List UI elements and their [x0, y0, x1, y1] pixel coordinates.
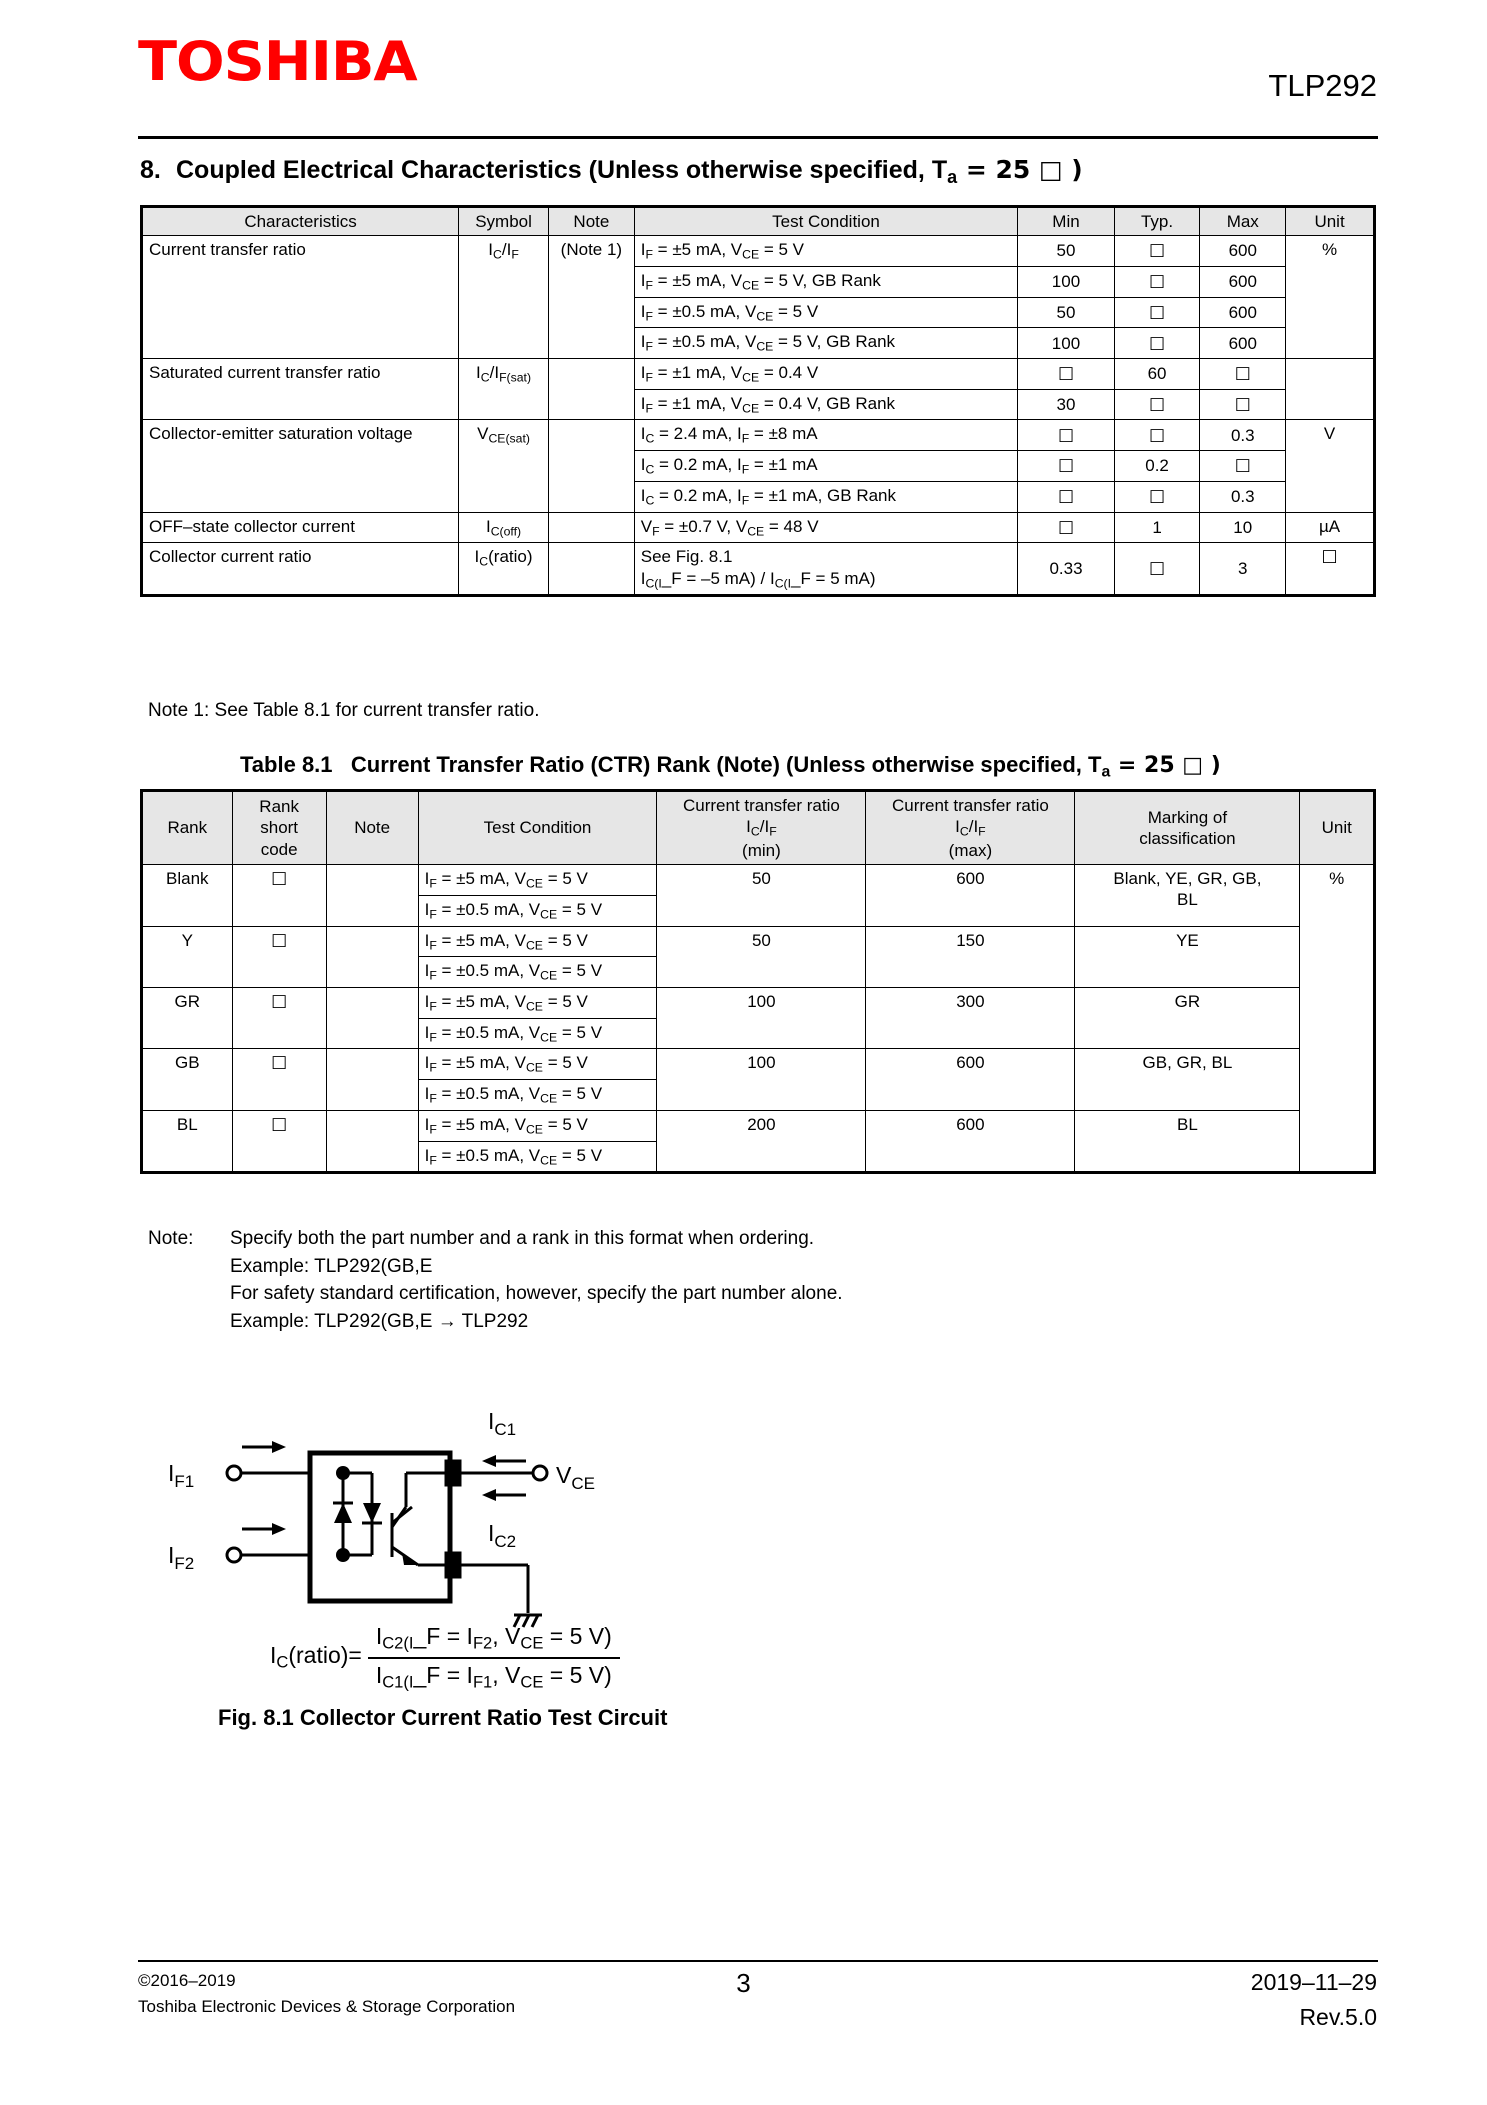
note-line: For safety standard certification, however, specify the part number alone.	[230, 1283, 843, 1305]
label-if1: $I_{F1}$	[168, 1460, 195, 1491]
cell-characteristic: Collector-emitter saturation voltage	[143, 420, 459, 512]
table-row	[143, 236, 1374, 267]
cell-unit: %	[1300, 865, 1374, 1172]
cell-rank-short-code: □	[232, 1110, 326, 1171]
table-row	[143, 926, 1374, 957]
cell-test-condition: $I_F = \pm 5$ mA, $V_{CE} = 5$ V	[418, 988, 657, 1019]
cell-min: □	[1018, 359, 1114, 390]
cell-min: □	[1018, 420, 1114, 451]
cell-min: 100	[1018, 328, 1114, 359]
cell-characteristic: OFF–state collector current	[143, 512, 459, 543]
cell-rank: Blank	[143, 865, 233, 926]
cell-unit: %	[1286, 236, 1374, 359]
footer-right	[1251, 1965, 1377, 2034]
footer-divider	[138, 1960, 1378, 1962]
note-line: Example: TLP292(GB,E	[230, 1255, 433, 1277]
note-label: Note:	[148, 1228, 194, 1249]
cell-test-condition: $I_F = \pm 0.5$ mA, $V_{CE} = 5$ V	[418, 1141, 657, 1172]
cell-min: 50	[1018, 297, 1114, 328]
cell-characteristic: Collector current ratio	[143, 543, 459, 595]
cell-characteristic: Saturated current transfer ratio	[143, 359, 459, 420]
page-number: 3	[736, 1968, 751, 1998]
cell-max: □	[1200, 359, 1286, 390]
cell-test-condition: $I_F = \pm 0.5$ mA, $V_{CE} = 5$ V, GB Rank	[634, 328, 1018, 359]
column-header-unit: Unit	[1286, 208, 1374, 236]
cell-typ: 1	[1114, 512, 1200, 543]
cell-ctr-min: 100	[657, 988, 866, 1049]
cell-max: 600	[1200, 328, 1286, 359]
part-number: TLP292	[1268, 68, 1377, 103]
company-name: Toshiba Electronic Devices & Storage Corporation	[138, 1996, 516, 2016]
cell-typ: 60	[1114, 359, 1200, 390]
cell-symbol: $I_C/I_F$	[459, 236, 549, 359]
cell-test-condition: $I_F = \pm 5$ mA, $V_{CE} = 5$ V	[418, 926, 657, 957]
cell-test-condition: $I_F = \pm 1$ mA, $V_{CE} = 0.4$ V, GB Rank	[634, 389, 1018, 420]
cell-test-condition: See Fig. 8.1 $I_{C(I}\_F = -5$ $mA) / I_{C(I}\_F = 5$ mA)	[634, 543, 1018, 595]
cell-rank: GR	[143, 988, 233, 1049]
cell-unit	[1286, 359, 1374, 420]
cell-max: □	[1200, 451, 1286, 482]
table-header-row	[143, 792, 1374, 865]
cell-typ: □	[1114, 389, 1200, 420]
cell-symbol: $I_C(ratio)$	[459, 543, 549, 595]
label-vce: $V_{CE}$	[556, 1462, 595, 1493]
table-caption-tail: = 25 □ )	[1110, 753, 1221, 778]
cell-rank-short-code: □	[232, 926, 326, 987]
cell-rank-short-code: □	[232, 988, 326, 1049]
column-header-ctr-max: Current transfer ratio $I_C/I_F$ (max)	[866, 792, 1075, 865]
cell-min: 30	[1018, 389, 1114, 420]
cell-min: □	[1018, 481, 1114, 512]
cell-typ: □	[1114, 481, 1200, 512]
revision-label: Rev.5.0	[1299, 2003, 1377, 2030]
cell-note: (Note 1)	[549, 236, 635, 359]
cell-symbol: $I_{C(off)}$	[459, 512, 549, 543]
note-line: Example: TLP292(GB,E → TLP292	[230, 1310, 529, 1332]
cell-marking: YE	[1075, 926, 1300, 987]
cell-unit: µA	[1286, 512, 1374, 543]
formula-numerator: $I_{C2(I}\_F = I_{F2}$, $V_{CE} = 5$ V)	[368, 1623, 620, 1659]
cell-test-condition: $I_F = \pm 5$ mA, $V_{CE} = 5$ V	[634, 236, 1018, 267]
cell-test-condition: $I_F = \pm 5$ mA, $V_{CE} = 5$ V	[418, 1049, 657, 1080]
column-header-note: Note	[549, 208, 635, 236]
cell-min: 0.33	[1018, 543, 1114, 595]
cell-unit: V	[1286, 420, 1374, 512]
cell-max: 600	[1200, 236, 1286, 267]
note-lines	[230, 1225, 843, 1335]
section-title-subscript: a	[947, 167, 958, 188]
formula-fraction	[368, 1623, 620, 1692]
cell-test-condition: $I_C = 0.2$ mA, $I_F = \pm 1$ mA	[634, 451, 1018, 482]
cell-marking: GB, GR, BL	[1075, 1049, 1300, 1110]
cell-note	[326, 988, 418, 1049]
table-header-row	[143, 208, 1374, 236]
column-header-note: Note	[326, 792, 418, 865]
cell-rank: Y	[143, 926, 233, 987]
cell-max: 0.3	[1200, 481, 1286, 512]
column-header-characteristics: Characteristics	[143, 208, 459, 236]
section-title-tail: = 25 □ )	[957, 155, 1083, 184]
cell-rank: GB	[143, 1049, 233, 1110]
cell-typ: □	[1114, 236, 1200, 267]
label-if2: $I_{F2}$	[168, 1542, 195, 1573]
cell-test-condition: $I_F = \pm 0.5$ mA, $V_{CE} = 5$ V	[418, 1018, 657, 1049]
table-caption-subscript: a	[1101, 763, 1111, 781]
column-header-min: Min	[1018, 208, 1114, 236]
cell-note	[549, 512, 635, 543]
cell-note	[549, 359, 635, 420]
table-8-1-caption	[240, 752, 1221, 781]
column-header-test-condition: Test Condition	[418, 792, 657, 865]
cell-marking: Blank, YE, GR, GB, BL	[1075, 865, 1300, 926]
cell-typ: 0.2	[1114, 451, 1200, 482]
cell-min: □	[1018, 512, 1114, 543]
column-header-unit: Unit	[1300, 792, 1374, 865]
cell-test-condition: $I_F = \pm 1$ mA, $V_{CE} = 0.4$ V	[634, 359, 1018, 390]
cell-min: 50	[1018, 236, 1114, 267]
cell-ctr-max: 300	[866, 988, 1075, 1049]
ctr-rank-table-wrap	[142, 791, 1374, 1172]
cell-typ: □	[1114, 420, 1200, 451]
cell-symbol: $I_C/I_{F(sat)}$	[459, 359, 549, 420]
cell-max: 0.3	[1200, 420, 1286, 451]
cell-typ: □	[1114, 297, 1200, 328]
ordering-note-block	[148, 1225, 843, 1335]
section-number: 8.	[140, 156, 161, 184]
cell-test-condition: $I_C = 2.4$ mA, $I_F = \pm 8$ mA	[634, 420, 1018, 451]
column-header-typ: Typ.	[1114, 208, 1200, 236]
cell-rank-short-code: □	[232, 1049, 326, 1110]
cell-test-condition: $I_F = \pm 0.5$ mA, $V_{CE} = 5$ V	[634, 297, 1018, 328]
table-row	[143, 543, 1374, 595]
cell-note	[326, 926, 418, 987]
copyright-text: ©2016–2019	[138, 1971, 236, 1990]
table-caption-head: Table 8.1	[240, 752, 333, 777]
cell-max: 600	[1200, 266, 1286, 297]
column-header-rank: Rank	[143, 792, 233, 865]
cell-max: 10	[1200, 512, 1286, 543]
note-1-text: Note 1: See Table 8.1 for current transfer ratio.	[148, 700, 540, 721]
formula-denominator: $I_{C1(I}\_F = I_{F1}$, $V_{CE} = 5$ V)	[375, 1661, 612, 1692]
toshiba-logo: TOSHIBA	[138, 30, 417, 93]
figure-caption: Fig. 8.1 Collector Current Ratio Test Circuit	[218, 1705, 668, 1730]
page-title	[140, 155, 1083, 188]
table-row	[143, 865, 1374, 896]
cell-note	[326, 865, 418, 926]
collector-current-ratio-formula	[270, 1623, 620, 1692]
cell-ctr-max: 150	[866, 926, 1075, 987]
cell-symbol: $V_{CE(sat)}$	[459, 420, 549, 512]
section-title-text: Coupled Electrical Characteristics (Unless otherwise specified, T	[176, 156, 948, 184]
cell-test-condition: $I_C = 0.2$ mA, $I_F = \pm 1$ mA, GB Rank	[634, 481, 1018, 512]
cell-min: 100	[1018, 266, 1114, 297]
document-date: 2019–11–29	[1250, 1969, 1377, 1995]
table-row	[143, 359, 1374, 390]
formula-lhs: $I_C(ratio)=$	[270, 1642, 362, 1672]
coupled-electrical-characteristics-table-wrap	[142, 207, 1374, 595]
column-header-max: Max	[1200, 208, 1286, 236]
coupled-electrical-characteristics-table	[142, 207, 1374, 595]
table-caption-body: Current Transfer Ratio (CTR) Rank (Note) (Unless otherwise specified, T	[350, 752, 1102, 777]
column-header-test-condition: Test Condition	[634, 208, 1018, 236]
cell-note	[549, 543, 635, 595]
column-header-marking: Marking of classification	[1075, 792, 1300, 865]
cell-ctr-max: 600	[866, 865, 1075, 926]
cell-typ: □	[1114, 328, 1200, 359]
cell-ctr-min: 50	[657, 865, 866, 926]
cell-typ: □	[1114, 543, 1200, 595]
table-row	[143, 1110, 1374, 1141]
table-row	[143, 988, 1374, 1019]
table-row	[143, 1049, 1374, 1080]
cell-unit: □	[1286, 543, 1374, 595]
cell-rank-short-code: □	[232, 865, 326, 926]
cell-test-condition: $I_F = \pm 0.5$ mA, $V_{CE} = 5$ V	[418, 895, 657, 926]
cell-test-condition: $I_F = \pm 5$ mA, $V_{CE} = 5$ V	[418, 865, 657, 896]
cell-marking: BL	[1075, 1110, 1300, 1171]
column-header-ctr-min: Current transfer ratio $I_C/I_F$ (min)	[657, 792, 866, 865]
cell-ctr-max: 600	[866, 1110, 1075, 1171]
cell-marking: GR	[1075, 988, 1300, 1049]
cell-ctr-min: 100	[657, 1049, 866, 1110]
cell-test-condition: $I_F = \pm 5$ mA, $V_{CE} = 5$ V	[418, 1110, 657, 1141]
table-row	[143, 420, 1374, 451]
cell-characteristic: Current transfer ratio	[143, 236, 459, 359]
collector-current-ratio-test-circuit	[150, 1395, 770, 1700]
table-row	[143, 512, 1374, 543]
cell-note	[326, 1110, 418, 1171]
cell-ctr-min: 200	[657, 1110, 866, 1171]
column-header-symbol: Symbol	[459, 208, 549, 236]
cell-ctr-max: 600	[866, 1049, 1075, 1110]
cell-ctr-min: 50	[657, 926, 866, 987]
note-line: Specify both the part number and a rank in this format when ordering.	[230, 1228, 815, 1249]
cell-typ: □	[1114, 266, 1200, 297]
cell-test-condition: $I_F = \pm 0.5$ mA, $V_{CE} = 5$ V	[418, 957, 657, 988]
label-ic1: $I_{C1}$	[488, 1408, 517, 1439]
cell-max: 600	[1200, 297, 1286, 328]
column-header-rank-short-code: Rank short code	[232, 792, 326, 865]
header-divider	[138, 136, 1378, 139]
cell-note	[326, 1049, 418, 1110]
cell-test-condition: $I_F = \pm 5$ mA, $V_{CE} = 5$ V, GB Rank	[634, 266, 1018, 297]
cell-min: □	[1018, 451, 1114, 482]
cell-test-condition: $V_F = \pm 0.7$ V, $V_{CE} = 48$ V	[634, 512, 1018, 543]
cell-note	[549, 420, 635, 512]
cell-max: □	[1200, 389, 1286, 420]
label-ic2: $I_{C2}$	[488, 1520, 517, 1551]
cell-max: 3	[1200, 543, 1286, 595]
cell-rank: BL	[143, 1110, 233, 1171]
ctr-rank-table	[142, 791, 1374, 1172]
cell-test-condition: $I_F = \pm 0.5$ mA, $V_{CE} = 5$ V	[418, 1080, 657, 1111]
